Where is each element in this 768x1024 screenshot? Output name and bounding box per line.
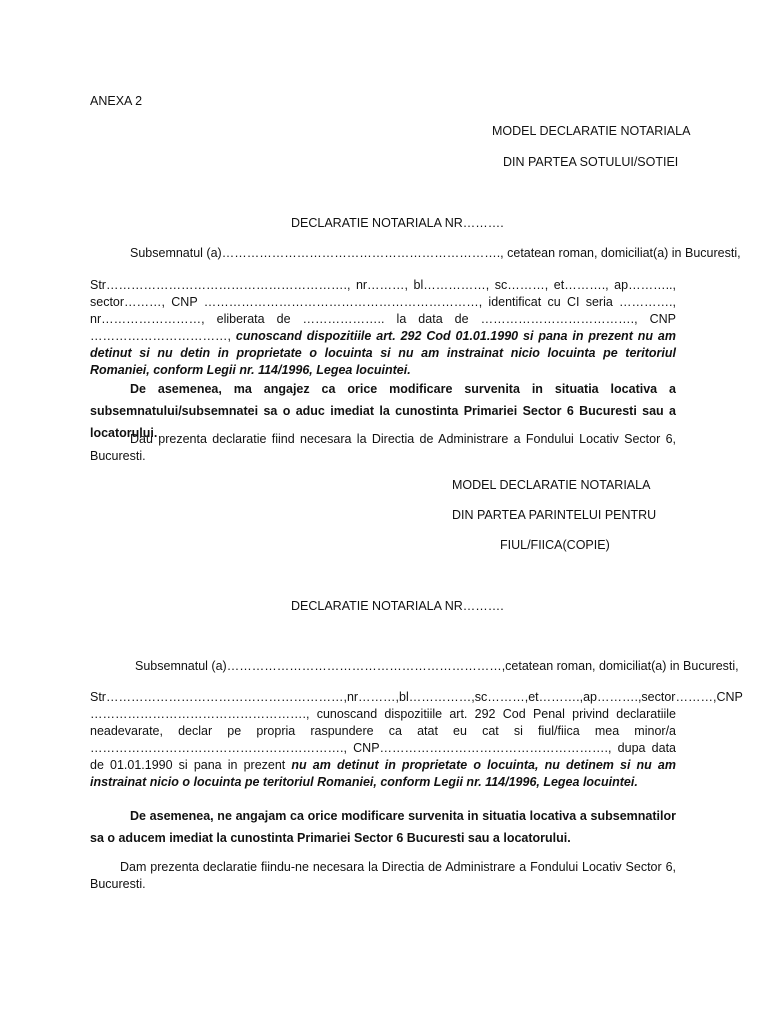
subsemnatul-line-2: Subsemnatul (a)…………………………………………………………,cetatean roman, domiciliat(a) in Bucuresti, (135, 659, 739, 673)
declaration-title-2: DECLARATIE NOTARIALA NR………. (291, 599, 504, 613)
closing-paragraph-1: Dau prezenta declaratie fiind necesara la Directia de Administrare a Fondului Locativ Sector 6, Bucuresti. (90, 432, 676, 463)
model-title-1: MODEL DECLARATIE NOTARIALA (492, 124, 691, 138)
model-subtitle-1: DIN PARTEA SOTULUI/SOTIEI (503, 155, 679, 169)
declaration-paragraph-1 (90, 277, 676, 379)
declaration-title-1: DECLARATIE NOTARIALA NR………. (291, 216, 504, 230)
paragraph-1-normal: Str…………………………………………………., nr………, bl……………, sc………, et………., ap……….., sector………, CNP …………………………………………………………, identificat cu CI seria …………., nr……………………, eliberata de ……………….. la data de ………………………………., CNP ……………………………, (90, 278, 676, 343)
model-title-2: MODEL DECLARATIE NOTARIALA (452, 478, 651, 492)
model-line3-2: FIUL/FIICA(COPIE) (500, 538, 610, 552)
model-line2-2: DIN PARTEA PARINTELUI PENTRU (452, 508, 657, 522)
subsemnatul-line-1: Subsemnatul (a)…………………………………………………………., cetatean roman, domiciliat(a) in Bucuresti, (130, 246, 741, 260)
paragraph-2-normal: Str…………………………………………………,nr………,bl……………,sc………,et……….,ap……….,sector………,CNP ……………………………………………., cunoscand dispozitiile art. 292 Cod Penal privind declaratiile neadevarate, declar pe propria raspundere ca atat eu cat si fiul/fiica mea minor/a ……………………………………………………., CNP………………………………………………., dupa data de 01.01.1990 si pana in prezent (90, 690, 743, 772)
paragraph-1-italic: cunoscand dispozitiile art. 292 Cod 01.01.1990 si pana in prezent nu am detinut si nu detin in proprietate o locuinta si nu am instrainat nicio locuinta pe teritoriul Romaniei, conform Legii nr. 114/1996, Legea locuintei. (90, 329, 676, 377)
commitment-paragraph-1: De asemenea, ma angajez ca orice modificare survenita in situatia locativa a subsemnatului/subsemnatei sa o aduc imediat la cunostinta Primariei Sector 6 Bucuresti sau a locatorului. (90, 382, 676, 440)
commitment-paragraph-2: De asemenea, ne angajam ca orice modificare survenita in situatia locativa a subsemnatilor sa o aducem imediat la cunostinta Primariei Sector 6 Bucuresti sau a locatorului. (90, 809, 676, 845)
paragraph-2-italic: nu am detinut in proprietate o locuinta, nu detinem si nu am instrainat nicio o locuinta pe teritoriul Romaniei, conform Legii nr. 114/1996, Legea locuintei. (90, 758, 676, 789)
closing-paragraph-2: Dam prezenta declaratie fiindu-ne necesara la Directia de Administrare a Fondului Locativ Sector 6, Bucuresti. (90, 860, 676, 891)
annex-label: ANEXA 2 (90, 94, 143, 108)
declaration-paragraph-2 (90, 689, 743, 791)
